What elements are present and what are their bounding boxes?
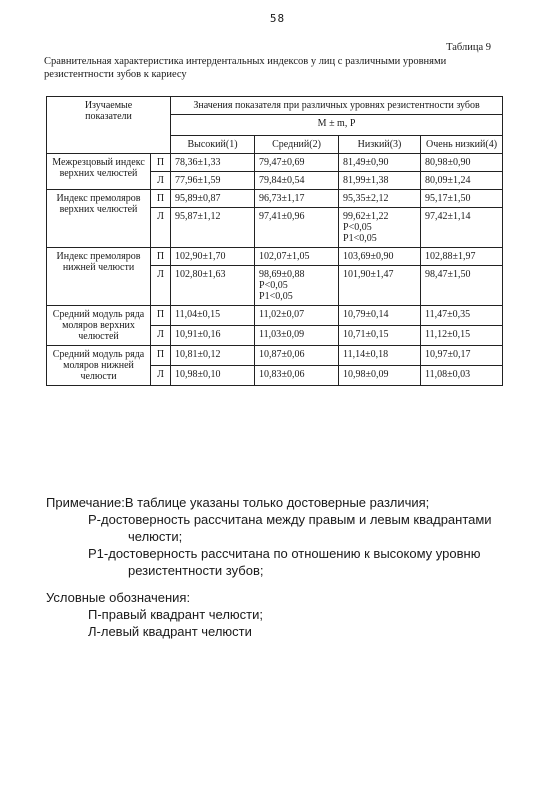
table-row	[47, 154, 503, 172]
value-text: 101,90±1,47	[343, 269, 394, 280]
value-text: 10,98±0,09	[343, 369, 389, 380]
value-cell	[171, 326, 255, 346]
value-text: 10,97±0,17	[425, 349, 471, 360]
quadrant-side: П	[151, 190, 171, 208]
table-row	[47, 190, 503, 208]
quadrant-side: П	[151, 154, 171, 172]
value-cell	[171, 190, 255, 208]
quadrant-side: П	[151, 346, 171, 366]
table-row	[47, 248, 503, 266]
value-text: 102,90±1,70	[175, 251, 226, 262]
significance-text: P<0,05	[343, 222, 372, 233]
value-text: 10,79±0,14	[343, 309, 389, 320]
value-cell	[171, 172, 255, 190]
indicator-name: Межрезцовый индекс верхних челюстей	[47, 154, 151, 190]
value-text: 98,69±0,88	[259, 269, 305, 280]
value-cell	[255, 154, 339, 172]
value-cell	[339, 172, 421, 190]
significance-text: P1<0,05	[259, 291, 293, 302]
header-level-medium: Средний(2)	[255, 136, 339, 154]
value-cell	[171, 154, 255, 172]
value-cell	[421, 326, 503, 346]
value-text: 102,88±1,97	[425, 251, 476, 262]
value-cell	[255, 266, 339, 306]
value-cell	[171, 366, 255, 386]
value-cell	[421, 366, 503, 386]
quadrant-side: П	[151, 248, 171, 266]
value-text: 81,99±1,38	[343, 175, 389, 186]
value-cell	[421, 208, 503, 248]
value-text: 11,12±0,15	[425, 329, 471, 340]
note-line-2: Р-достоверность рассчитана между правым и левым квадрантами	[88, 512, 492, 527]
legend-item-left: Л-левый квадрант челюсти	[88, 624, 252, 639]
value-cell	[339, 366, 421, 386]
value-cell	[339, 208, 421, 248]
table-row	[47, 306, 503, 326]
value-cell	[171, 208, 255, 248]
value-cell	[171, 346, 255, 366]
indicator-name: Средний модуль ряда моляров нижней челюсти	[47, 346, 151, 386]
value-text: 99,62±1,22	[343, 211, 389, 222]
indicator-name: Индекс премоляров верхних челюстей	[47, 190, 151, 248]
value-cell	[421, 306, 503, 326]
value-cell	[171, 266, 255, 306]
value-cell	[339, 346, 421, 366]
value-text: 80,09±1,24	[425, 175, 471, 186]
significance-text: P<0,05	[259, 280, 288, 291]
header-level-very-low: Очень низкий(4)	[421, 136, 503, 154]
value-text: 95,89±0,87	[175, 193, 221, 204]
indicator-name: Средний модуль ряда моляров верхних челюстей	[47, 306, 151, 346]
value-text: 77,96±1,59	[175, 175, 221, 186]
header-level-high: Высокий(1)	[171, 136, 255, 154]
caption-line-1: Сравнительная характеристика интердентальных индексов у лиц с различными уровнями	[44, 56, 447, 67]
value-text: 10,83±0,06	[259, 369, 305, 380]
value-text: 10,91±0,16	[175, 329, 221, 340]
value-cell	[421, 172, 503, 190]
value-text: 103,69±0,90	[343, 251, 394, 262]
value-text: 96,73±1,17	[259, 193, 305, 204]
value-text: 95,87±1,12	[175, 211, 221, 222]
value-cell	[171, 306, 255, 326]
value-text: 11,02±0,07	[259, 309, 305, 320]
value-cell	[421, 346, 503, 366]
value-text: 95,17±1,50	[425, 193, 471, 204]
notes	[46, 494, 526, 579]
value-text: 95,35±2,12	[343, 193, 389, 204]
value-cell	[421, 190, 503, 208]
table-caption	[44, 55, 514, 81]
value-cell	[255, 248, 339, 266]
header-level-low: Низкий(3)	[339, 136, 421, 154]
value-text: 10,87±0,06	[259, 349, 305, 360]
value-cell	[339, 326, 421, 346]
significance-text: P1<0,05	[343, 233, 377, 244]
quadrant-side: Л	[151, 326, 171, 346]
value-text: 10,71±0,15	[343, 329, 389, 340]
value-text: 97,42±1,14	[425, 211, 471, 222]
value-cell	[255, 208, 339, 248]
value-cell	[255, 366, 339, 386]
note-line-1: Примечание:В таблице указаны только достоверные различия;	[46, 495, 430, 510]
table-row	[47, 346, 503, 366]
legend-title: Условные обозначения:	[46, 590, 191, 605]
value-cell	[255, 190, 339, 208]
value-text: 81,49±0,90	[343, 157, 389, 168]
value-cell	[255, 326, 339, 346]
value-text: 78,36±1,33	[175, 157, 221, 168]
legend	[46, 589, 526, 640]
quadrant-side: Л	[151, 172, 171, 190]
caption-line-2: резистентности зубов к кариесу	[44, 69, 187, 80]
quadrant-side: П	[151, 306, 171, 326]
note-line-4: Р1-достоверность рассчитана по отношению к высокому уровню	[88, 546, 481, 561]
value-cell	[171, 248, 255, 266]
value-text: 79,47±0,69	[259, 157, 305, 168]
value-text: 98,47±1,50	[425, 269, 471, 280]
header-stat: M ± m, P	[171, 115, 503, 136]
value-cell	[255, 306, 339, 326]
value-text: 11,47±0,35	[425, 309, 471, 320]
value-cell	[421, 154, 503, 172]
value-text: 10,81±0,12	[175, 349, 221, 360]
header-indicator: Изучаемые показатели	[47, 97, 171, 154]
value-cell	[421, 266, 503, 306]
value-text: 11,14±0,18	[343, 349, 389, 360]
header-row-title	[47, 97, 503, 115]
note-line-5: резистентности зубов;	[128, 563, 264, 578]
value-cell	[421, 248, 503, 266]
value-text: 11,04±0,15	[175, 309, 221, 320]
quadrant-side: Л	[151, 266, 171, 306]
value-cell	[255, 172, 339, 190]
indicator-name: Индекс премоляров нижней челюсти	[47, 248, 151, 306]
value-text: 79,84±0,54	[259, 175, 305, 186]
value-cell	[339, 190, 421, 208]
value-text: 11,03±0,09	[259, 329, 305, 340]
note-line-3: челюсти;	[128, 529, 183, 544]
value-text: 10,98±0,10	[175, 369, 221, 380]
value-cell	[339, 248, 421, 266]
page-number: 58	[269, 12, 286, 25]
header-values-title: Значения показателя при различных уровнях резистентности зубов	[171, 97, 503, 115]
value-cell	[339, 266, 421, 306]
value-text: 102,80±1,63	[175, 269, 226, 280]
quadrant-side: Л	[151, 208, 171, 248]
value-text: 11,08±0,03	[425, 369, 471, 380]
table-label: Таблица 9	[446, 42, 491, 53]
legend-item-right: П-правый квадрант челюсти;	[88, 607, 263, 622]
value-cell	[339, 154, 421, 172]
value-cell	[255, 346, 339, 366]
value-text: 97,41±0,96	[259, 211, 305, 222]
value-text: 102,07±1,05	[259, 251, 310, 262]
value-text: 80,98±0,90	[425, 157, 471, 168]
data-table	[46, 96, 503, 386]
value-cell	[339, 306, 421, 326]
quadrant-side: Л	[151, 366, 171, 386]
